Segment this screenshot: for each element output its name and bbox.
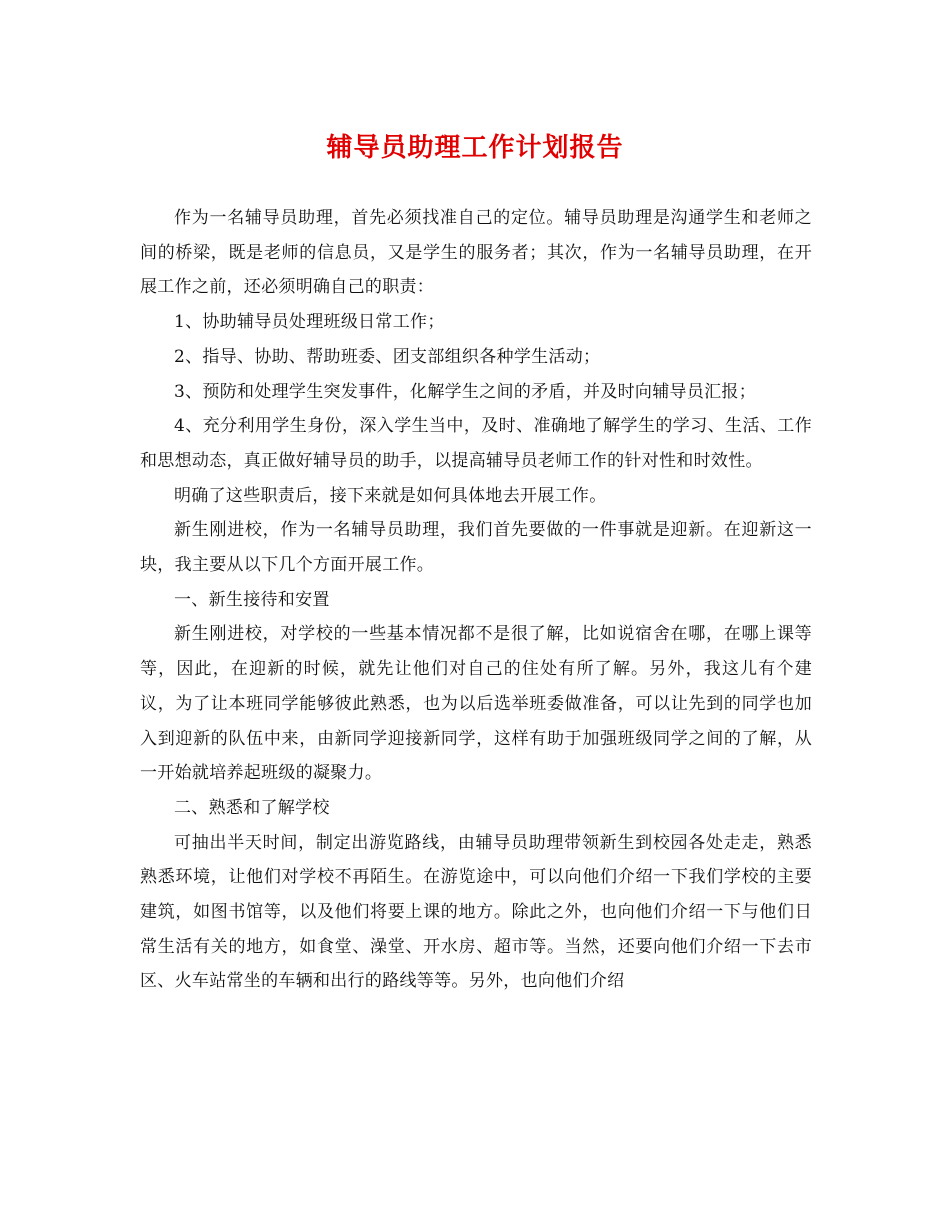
paragraph-duty-2: 2、指导、协助、帮助班委、团支部组织各种学生活动； [174,346,601,367]
paragraph-duty-1: 1、协助辅导员处理班级日常工作； [174,312,445,333]
paragraph-intro: 作为一名辅导员助理，首先必须找准自己的定位。辅导员助理是沟通学生和老师之间的桥梁，既是老师的信息员，又是学生的服务者；其次，作为一名辅导员助理，在开展工作之前，还必须明确自己的职责： [140,208,812,298]
section-heading-2: 二、熟悉和了解学校 [174,797,330,818]
section-heading-1: 一、新生接待和安置 [174,589,330,610]
paragraph-campus-tour: 可抽出半天时间，制定出游览路线，由辅导员助理带领新生到校园各处走走，熟悉熟悉环境，让他们对学校不再陌生。在游览途中，可以向他们介绍一下我们学校的主要建筑，如图书馆等，以及他们将要上课的地方。除此之外，也向他们介绍一下与他们日常生活有关的地方，如食堂、澡堂、开水房、超市等。当然，还要向他们介绍一下去市区、火车站常坐的车辆和出行的路线等等。另外，也向他们介绍 [140,832,812,992]
paragraph-transition: 明确了这些职责后，接下来就是如何具体地去开展工作。 [174,485,607,506]
paragraph-duty-4: 4、充分利用学生身份，深入学生当中，及时、准确地了解学生的学习、生活、工作和思想动态，真正做好辅导员的助手，以提高辅导员老师工作的针对性和时效性。 [140,416,812,471]
paragraph-welcome-intro: 新生刚进校，作为一名辅导员助理，我们首先要做的一件事就是迎新。在迎新这一块，我主要从以下几个方面开展工作。 [140,520,812,576]
paragraph-duty-3: 3、预防和处理学生突发事件，化解学生之间的矛盾，并及时向辅导员汇报； [174,381,757,402]
document-body [140,201,812,999]
document-title: 辅导员助理工作计划报告 [326,133,624,163]
paragraph-reception: 新生刚进校，对学校的一些基本情况都不是很了解，比如说宿舍在哪，在哪上课等等，因此，在迎新的时候，就先让他们对自己的住处有所了解。另外，我这儿有个建议，为了让本班同学能够彼此熟悉，也为以后选举班委做准备，可以让先到的同学也加入到迎新的队伍中来，由新同学迎接新同学，这样有助于加强班级同学之间的了解，从一开始就培养起班级的凝聚力。 [140,624,812,784]
